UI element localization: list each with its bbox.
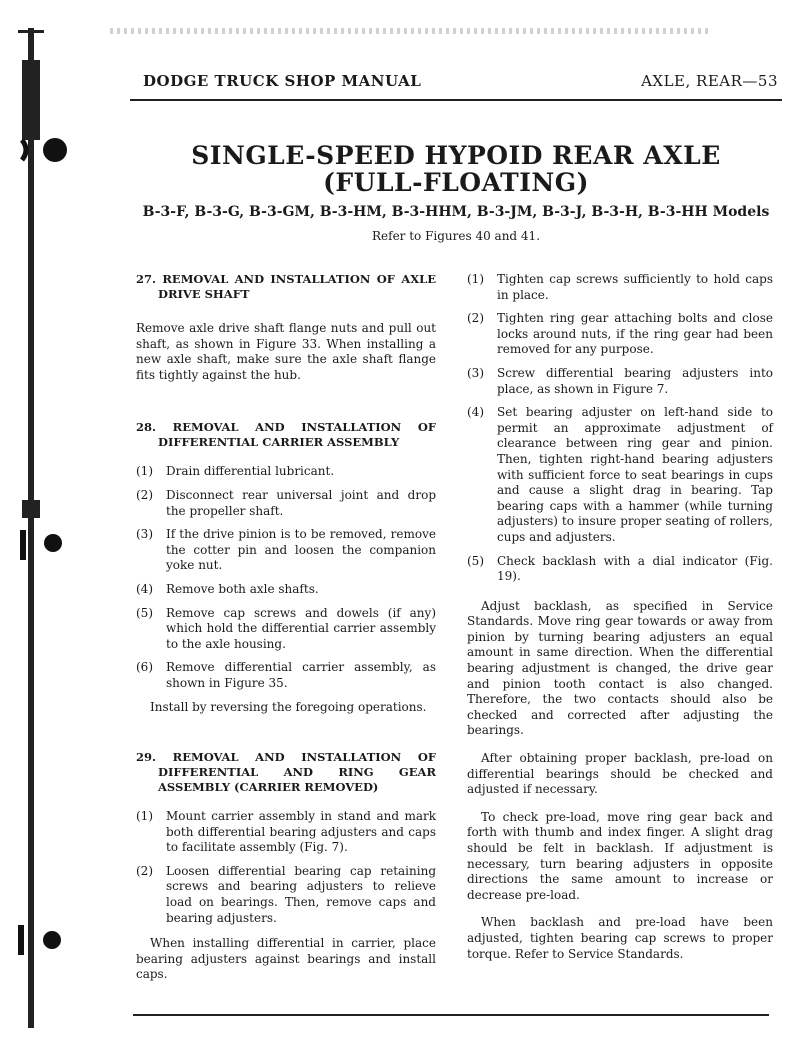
punch-hole-top-icon — [43, 138, 67, 162]
section-28-footer: Install by reversing the foregoing operations. — [150, 699, 427, 714]
list-item: (1) Drain differential lubricant. — [136, 464, 335, 479]
list-item: (2) Disconnect rear universal joint and drop the propeller shaft. — [136, 487, 436, 518]
section-29-heading: 29. REMOVAL AND INSTALLATION OF DIFFERENTIAL AND RING GEAR ASSEMBLY (CARRIER REMOVED) — [136, 750, 436, 795]
section-28-heading: 28. REMOVAL AND INSTALLATION OF DIFFERENTIAL CARRIER ASSEMBLY — [136, 420, 436, 450]
paragraph: Adjust backlash, as specified in Service Standards. Move ring gear towards or away from pinion by turning bearing adjusters an equal amount in same direction. When the differential bearing adjustment is changed, the drive gear and pinion tooth contact is also changed. Therefore, the two contacts should also be checked and corrected after adjusting the bearings. — [467, 598, 773, 738]
list-item: (4) Set bearing adjuster on left-hand side to permit an approximate adjustment of clearance between ring gear and pinion. Then, tighten right-hand bearing adjusters with sufficient force to seat bearings in cups and cause a slight drag in bearing. Tap bearing caps with a hammer (while turning adjusters) to insure proper seating of rollers, cups and adjusters. — [467, 405, 773, 544]
section-27-heading: 27. REMOVAL AND INSTALLATION OF AXLE DRIVE SHAFT — [136, 272, 436, 301]
paragraph: After obtaining proper backlash, pre-load on differential bearings should be checked and adjusted if necessary. — [467, 751, 773, 797]
page-title — [130, 142, 782, 196]
section-28-steps — [136, 464, 436, 691]
right-column — [467, 272, 773, 962]
punch-hole-middle-icon — [44, 534, 62, 552]
section-29-after: When installing differential in carrier, place bearing adjusters against bearings and install caps. — [136, 936, 436, 982]
punch-hole-bottom-icon — [43, 931, 61, 949]
paragraph: To check pre-load, move ring gear back and forth with thumb and index finger. A slight drag should be felt in backlash. If adjustment is necessary, turn bearing adjusters in opposite directions the same amount to increase or decrease pre-load. — [467, 809, 773, 902]
models-line: B-3-F, B-3-G, B-3-GM, B-3-HM, B-3-HHM, B-3-JM, B-3-J, B-3-H, B-3-HH Models — [142, 204, 770, 220]
footer-rule — [133, 1014, 769, 1016]
page-section: AXLE, REAR—53 — [641, 72, 778, 90]
list-item: (5) Check backlash with a dial indicator (Fig. 19). — [467, 553, 773, 584]
running-header — [143, 72, 778, 94]
list-item: (1) Mount carrier assembly in stand and mark both differential bearing adjusters and caps to facilitate assembly (Fig. 7). — [136, 809, 436, 855]
list-item: (6) Remove differential carrier assembly, as shown in Figure 35. — [136, 660, 436, 690]
list-item: (3) Screw differential bearing adjusters into place, as shown in Figure 7. — [467, 365, 773, 396]
manual-title: DODGE TRUCK SHOP MANUAL — [143, 72, 422, 90]
list-item: (1) Tighten cap screws sufficiently to hold caps in place. — [467, 272, 773, 302]
left-column — [136, 272, 436, 983]
list-item: (3) If the drive pinion is to be removed, remove the cotter pin and loosen the companion yoke nut. — [136, 527, 436, 573]
list-item: (2) Loosen differential bearing cap retaining screws and bearing adjusters to relieve load on bearings. Then, remove caps and bearing adjusters. — [136, 863, 436, 925]
section-29-steps — [136, 809, 436, 926]
scan-artifact — [110, 28, 710, 34]
header-rule — [130, 99, 782, 101]
list-item: (5) Remove cap screws and dowels (if any) which hold the differential carrier assembly to the axle housing. — [136, 605, 436, 651]
title-line-2: (FULL-FLOATING) — [323, 168, 589, 197]
figure-reference: Refer to Figures 40 and 41. — [371, 229, 541, 243]
binder-edge — [0, 0, 70, 1053]
list-item: (2) Tighten ring gear attaching bolts and close locks around nuts, if the ring gear had been removed for any purpose. — [467, 311, 773, 357]
section-27-body: Remove axle drive shaft flange nuts and pull out shaft, as shown in Figure 33. When installing a new axle shaft, make sure the axle shaft flange fits tightly against the hub. — [136, 321, 436, 382]
title-line-1: SINGLE-SPEED HYPOID REAR AXLE — [191, 141, 721, 170]
list-item: (4) Remove both axle shafts. — [136, 581, 319, 596]
binder-rail — [28, 28, 34, 1028]
paragraph: When backlash and pre-load have been adjusted, tighten bearing cap screws to proper torque. Refer to Service Standards. — [467, 915, 773, 961]
